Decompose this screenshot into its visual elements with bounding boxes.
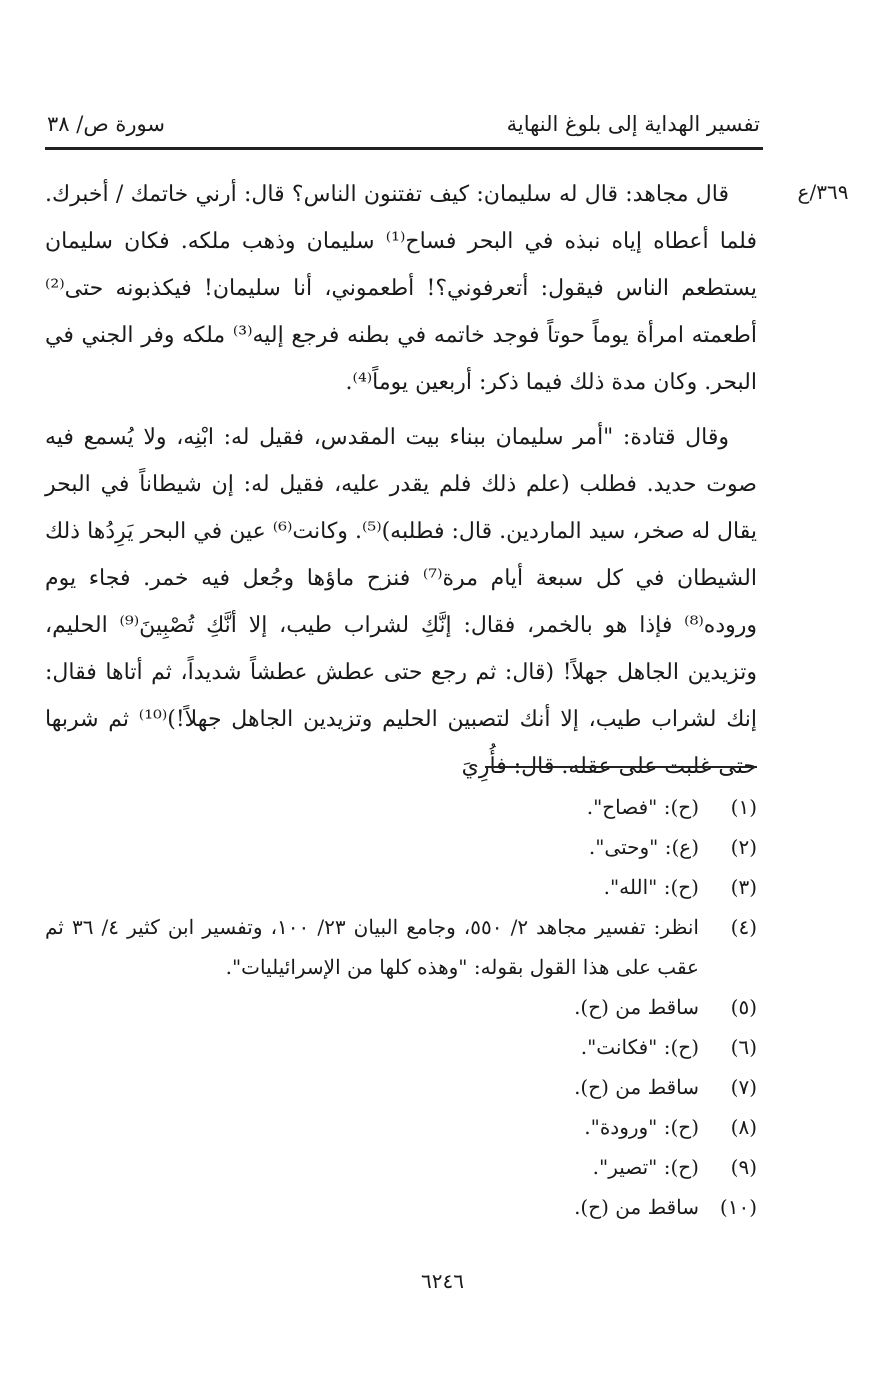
footnote-text: (ح): "تصير". [592,1155,699,1179]
footnote-2 [45,827,757,867]
footnote-text: (ح): "ورودة". [584,1115,699,1139]
footnote-separator [485,766,757,768]
footnote-number: (٢) [730,835,757,859]
footnote-10 [45,1187,757,1227]
footnote-number: (٩) [730,1155,757,1179]
footnote-3 [45,867,757,907]
footnote-text: (ع): "وحتى". [588,835,699,859]
footnote-4 [45,907,757,987]
footnote-text: ساقط من (ح). [574,995,699,1019]
footnote-text: ساقط من (ح). [574,1195,699,1219]
footnote-number: (٣) [730,875,757,899]
paragraph-mujahid: قال مجاهد: قال له سليمان: كيف تفتنون الناس؟ قال: أرني خاتمك / أخبرك. فلما أعطاه إياه نبذه في البحر فساح⁽¹⁾ سليمان وذهب ملكه. فكان سليمان يستطعم الناس فيقول: أتعرفوني؟! أطعموني، أنا سليمان! فيكذبونه حتى⁽²⁾ أطعمته امرأة يوماً حوتاً فوجد خاتمه في بطنه فرجع إليه⁽³⁾ ملكه وفر الجني في البحر. وكان مدة ذلك فيما ذكر: أربعين يوماً⁽⁴⁾. [45,182,757,395]
footnote-number: (١) [730,795,757,819]
footnote-8 [45,1107,757,1147]
running-header-surah: سورة ص/ ٣٨ [47,112,165,136]
page-number: ٦٢٤٦ [421,1269,464,1293]
footnote-text: انظر: تفسير مجاهد ٢/ ٥٥٠، وجامع البيان ٢٣/ ١٠٠، وتفسير ابن كثير ٤/ ٣٦ ثم عقب على هذا القول بقوله: "وهذه كلها من الإسرائيليات". [45,915,699,979]
footnote-text: (ح): "فصاح". [586,795,699,819]
footnote-7 [45,1067,757,1107]
footnotes [45,787,757,1227]
footnote-number: (٧) [730,1075,757,1099]
footnote-5 [45,987,757,1027]
paragraph-qatada: وقال قتادة: "أمر سليمان ببناء بيت المقدس، فقيل له: ابْنِه، ولا يُسمع فيه صوت حديد. فطلب (علم ذلك فلم يقدر عليه، فقيل له: إن شيطاناً في البحر يقال له صخر، سيد الماردين. قال: فطلبه)⁽⁵⁾. وكانت⁽⁶⁾ عين في البحر يَرِدُها ذلك الشيطان في كل سبعة أيام مرة⁽⁷⁾ فنزح ماؤها وجُعل فيه خمر. فجاء يوم وروده⁽⁸⁾ فإذا هو بالخمر، فقال: إنَّكِ لشراب طيب، إلا أنَّكِ تُصْبِينَ⁽⁹⁾ الحليم، وتزيدين الجاهل جهلاً! (قال: ثم رجع حتى عطش عطشاً شديداً، ثم أتاها فقال: إنك لشراب طيب، إلا أنك لتصبين الحليم وتزيدين الجاهل جهلاً!)⁽¹⁰⁾ ثم شربها حتى غلبت على عقله. قال: فأُرِيَ [45,425,758,779]
margin-manuscript-ref: ٣٦٩/ع [797,180,849,204]
footnote-number: (٨) [730,1115,757,1139]
footnote-6 [45,1027,757,1067]
footnote-number: (٦) [730,1035,757,1059]
footnote-text: (ح): "الله". [603,875,699,899]
header-rule [45,147,763,150]
footnote-number: (١٠) [719,1195,757,1219]
footnote-9 [45,1147,757,1187]
footnote-1 [45,787,757,827]
footnote-number: (٥) [730,995,757,1019]
footnote-text: ساقط من (ح). [574,1075,699,1099]
footnote-number: (٤) [730,915,757,939]
main-text [45,171,757,790]
footnote-text: (ح): "فكانت". [580,1035,699,1059]
running-header-title: تفسير الهداية إلى بلوغ النهاية [506,112,760,136]
